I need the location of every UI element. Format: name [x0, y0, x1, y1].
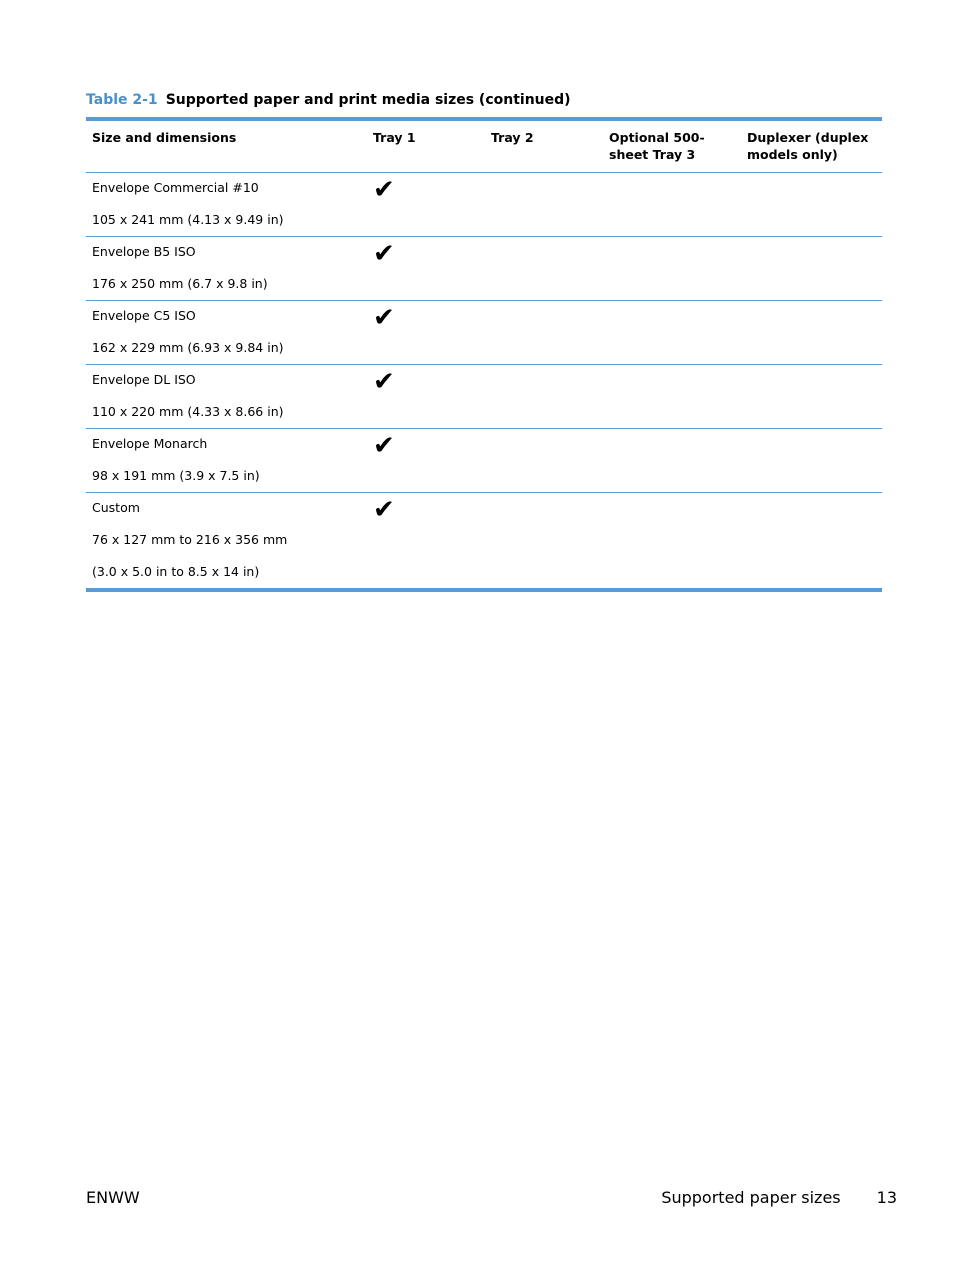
tray-2-cell: [485, 429, 603, 493]
checkmark-icon: ✔: [373, 175, 395, 205]
checkmark-icon: ✔: [373, 239, 395, 269]
size-cell: [86, 493, 367, 591]
table-row: [86, 365, 882, 429]
tray-3-cell: [603, 237, 741, 301]
tray-1-cell: [367, 493, 485, 591]
footer-section-title: Supported paper sizes: [661, 1188, 841, 1207]
table-row: [86, 237, 882, 301]
duplexer-cell: [741, 429, 882, 493]
checkmark-icon: ✔: [373, 495, 395, 525]
tray-2-cell: [485, 301, 603, 365]
header-duplexer: Duplexer (duplex models only): [741, 119, 882, 173]
tray-1-cell: [367, 301, 485, 365]
size-dimensions: 105 x 241 mm (4.13 x 9.49 in): [92, 212, 284, 227]
footer-document-code: ENWW: [86, 1188, 140, 1207]
table-row: [86, 429, 882, 493]
size-name: Envelope Commercial #10: [92, 180, 259, 195]
tray-3-cell: [603, 429, 741, 493]
size-dimensions: 110 x 220 mm (4.33 x 8.66 in): [92, 404, 284, 419]
size-name: Envelope C5 ISO: [92, 308, 196, 323]
table-row: [86, 173, 882, 237]
size-name: Envelope DL ISO: [92, 372, 196, 387]
size-cell: [86, 429, 367, 493]
tray-2-cell: [485, 493, 603, 591]
size-cell: [86, 365, 367, 429]
table-number: Table 2-1: [86, 92, 158, 108]
size-dimensions: 176 x 250 mm (6.7 x 9.8 in): [92, 276, 268, 291]
header-optional-tray-3: Optional 500-sheet Tray 3: [603, 119, 741, 173]
size-name: Envelope Monarch: [92, 436, 208, 451]
checkmark-icon: ✔: [373, 431, 395, 461]
duplexer-cell: [741, 301, 882, 365]
size-dimensions-mm: 76 x 127 mm to 216 x 356 mm: [92, 532, 288, 547]
table-header-row: [86, 119, 882, 173]
duplexer-cell: [741, 237, 882, 301]
tray-3-cell: [603, 173, 741, 237]
footer-section: [661, 1188, 897, 1207]
tray-3-cell: [603, 365, 741, 429]
tray-2-cell: [485, 365, 603, 429]
header-size-and-dimensions: Size and dimensions: [86, 119, 367, 173]
size-name: Envelope B5 ISO: [92, 244, 196, 259]
tray-3-cell: [603, 493, 741, 591]
duplexer-cell: [741, 173, 882, 237]
size-dimensions: 98 x 191 mm (3.9 x 7.5 in): [92, 468, 260, 483]
size-cell: [86, 237, 367, 301]
tray-1-cell: [367, 365, 485, 429]
duplexer-cell: [741, 493, 882, 591]
page-number: 13: [876, 1188, 897, 1207]
tray-2-cell: [485, 237, 603, 301]
header-tray-2: Tray 2: [485, 119, 603, 173]
duplexer-cell: [741, 365, 882, 429]
checkmark-icon: ✔: [373, 303, 395, 333]
table-row: [86, 301, 882, 365]
paper-sizes-table-container: [86, 117, 882, 592]
header-tray-1: Tray 1: [367, 119, 485, 173]
tray-3-cell: [603, 301, 741, 365]
size-cell: [86, 173, 367, 237]
size-cell: [86, 301, 367, 365]
checkmark-icon: ✔: [373, 367, 395, 397]
tray-1-cell: [367, 173, 485, 237]
tray-1-cell: [367, 237, 485, 301]
table-caption: [86, 92, 571, 108]
table-row: [86, 493, 882, 591]
size-dimensions: 162 x 229 mm (6.93 x 9.84 in): [92, 340, 284, 355]
tray-2-cell: [485, 173, 603, 237]
paper-sizes-table: [86, 117, 882, 592]
size-dimensions-in: (3.0 x 5.0 in to 8.5 x 14 in): [92, 564, 260, 579]
tray-1-cell: [367, 429, 485, 493]
table-title: Supported paper and print media sizes (continued): [165, 92, 571, 108]
size-name: Custom: [92, 500, 140, 515]
